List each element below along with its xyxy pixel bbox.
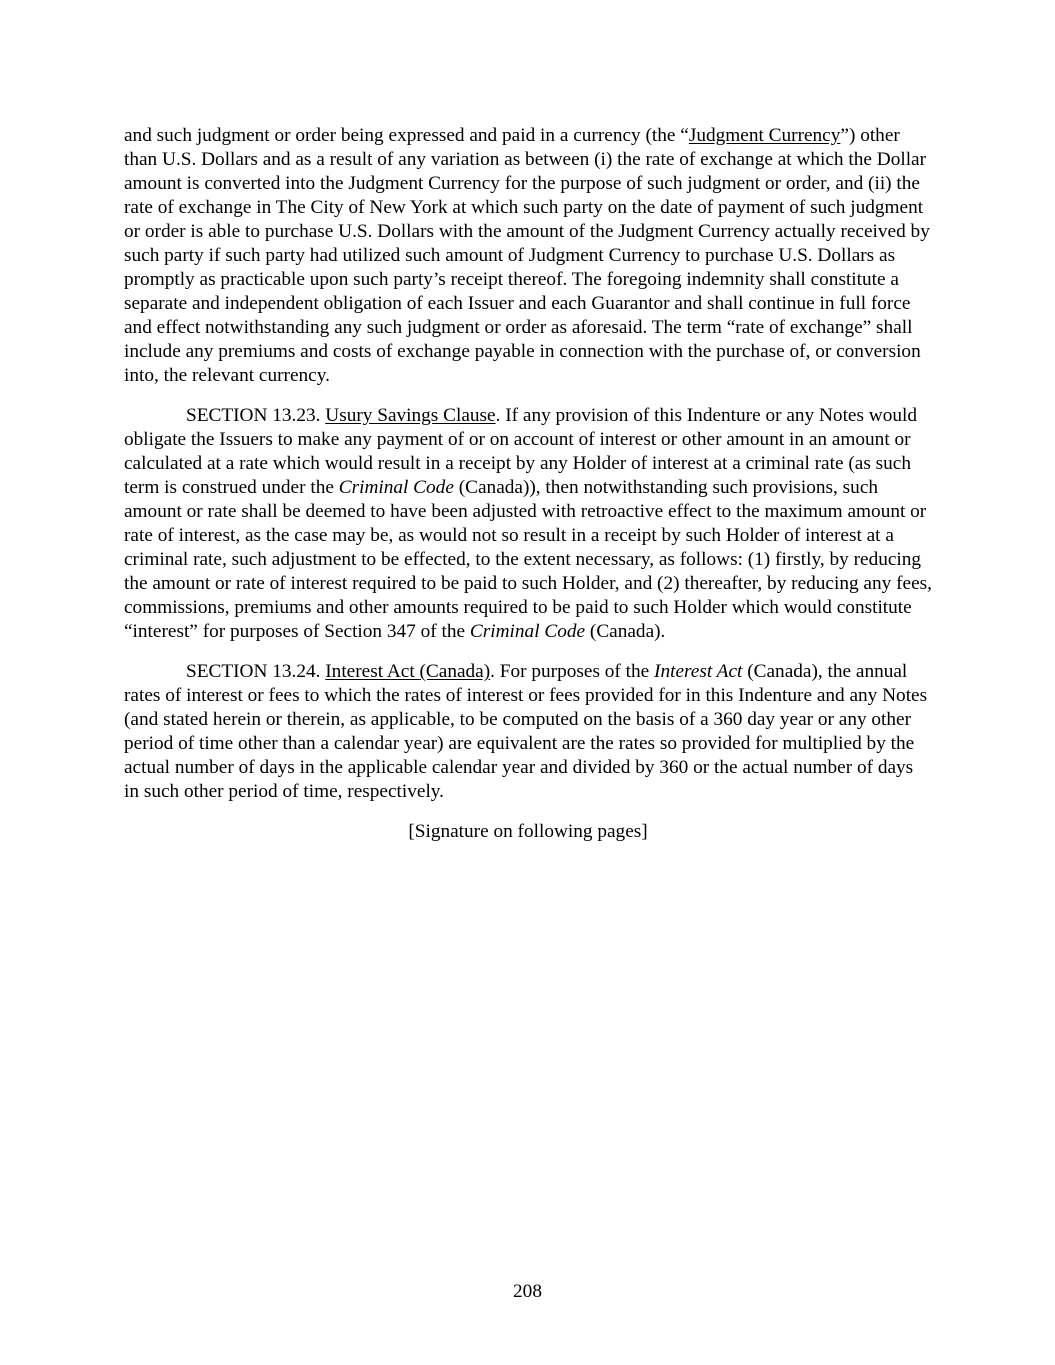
paragraph-text: ”) other than U.S. Dollars and as a result of any variation as between (i) the rate of exchange at which the Dollar amount is converted into the Judgment Currency for the purpose of such judgment or order, and (ii) the rate of exchange in The City of New York at which such party on the date of payment of such judgment or order is able to purchase U.S. Dollars with the amount of the Judgment Currency actually received by such party if such party had utilized such amount of Judgment Currency to purchase U.S. Dollars as promptly as practicable upon such party’s receipt thereof. The foregoing indemnity shall constitute a separate and independent obligation of each Issuer and each Guarantor and shall continue in full force and effect notwithstanding any such judgment or order as aforesaid. The term “rate of exchange” shall include any premiums and costs of exchange payable in connection with the purchase of, or conversion into, the relevant currency. xyxy=(124,125,930,386)
italic-reference: Interest Act xyxy=(654,661,743,682)
defined-term-judgment-currency: Judgment Currency xyxy=(688,125,841,146)
section-heading: SECTION 13.23. xyxy=(186,405,326,426)
italic-reference: Criminal Code xyxy=(338,477,454,498)
page-number: 208 xyxy=(513,1281,542,1302)
section-text: . If any provision of this Indenture or any Notes would obligate the Issuers to make any payment of or on account of interest or other amount in an amount or calculated at a rate which would result in a receipt by any Holder of interest at a criminal rate (as such term is construed under the xyxy=(124,405,918,498)
section-13-24 xyxy=(124,660,932,804)
section-heading: SECTION 13.24. xyxy=(186,661,326,682)
signature-note: [Signature on following pages] xyxy=(408,821,648,842)
paragraph-text: and such judgment or order being expressed and paid in a currency (the “ xyxy=(124,125,689,146)
section-title: Usury Savings Clause xyxy=(325,405,496,426)
document-body xyxy=(124,124,932,860)
section-text: . For purposes of the xyxy=(490,661,655,682)
section-text: (Canada). xyxy=(585,621,666,642)
italic-reference: Criminal Code xyxy=(469,621,586,642)
section-13-23 xyxy=(124,404,932,644)
section-text: (Canada)), then notwithstanding such provisions, such amount or rate shall be deemed to have been adjusted with retroactive effect to the maximum amount or rate of interest, as the case may be, as would not so result in a receipt by such Holder of interest at a criminal rate, such adjustment to be effected, to the extent necessary, as follows: (1) firstly, by reducing the amount or rate of interest required to be paid to such Holder, and (2) thereafter, by reducing any fees, commissions, premiums and other amounts required to be paid to such Holder which would constitute “interest” for purposes of Section 347 of the xyxy=(124,477,932,642)
section-text: (Canada), the annual rates of interest or fees to which the rates of interest or fees provided for in this Indenture and any Notes (and stated herein or therein, as applicable, to be computed on the basis of a 360 day year or any other period of time other than a calendar year) are equivalent are the rates so provided for multiplied by the actual number of days in the applicable calendar year and divided by 360 or the actual number of days in such other period of time, respectively. xyxy=(124,661,928,802)
paragraph-judgment-currency xyxy=(124,124,932,388)
section-title: Interest Act (Canada) xyxy=(325,661,491,682)
